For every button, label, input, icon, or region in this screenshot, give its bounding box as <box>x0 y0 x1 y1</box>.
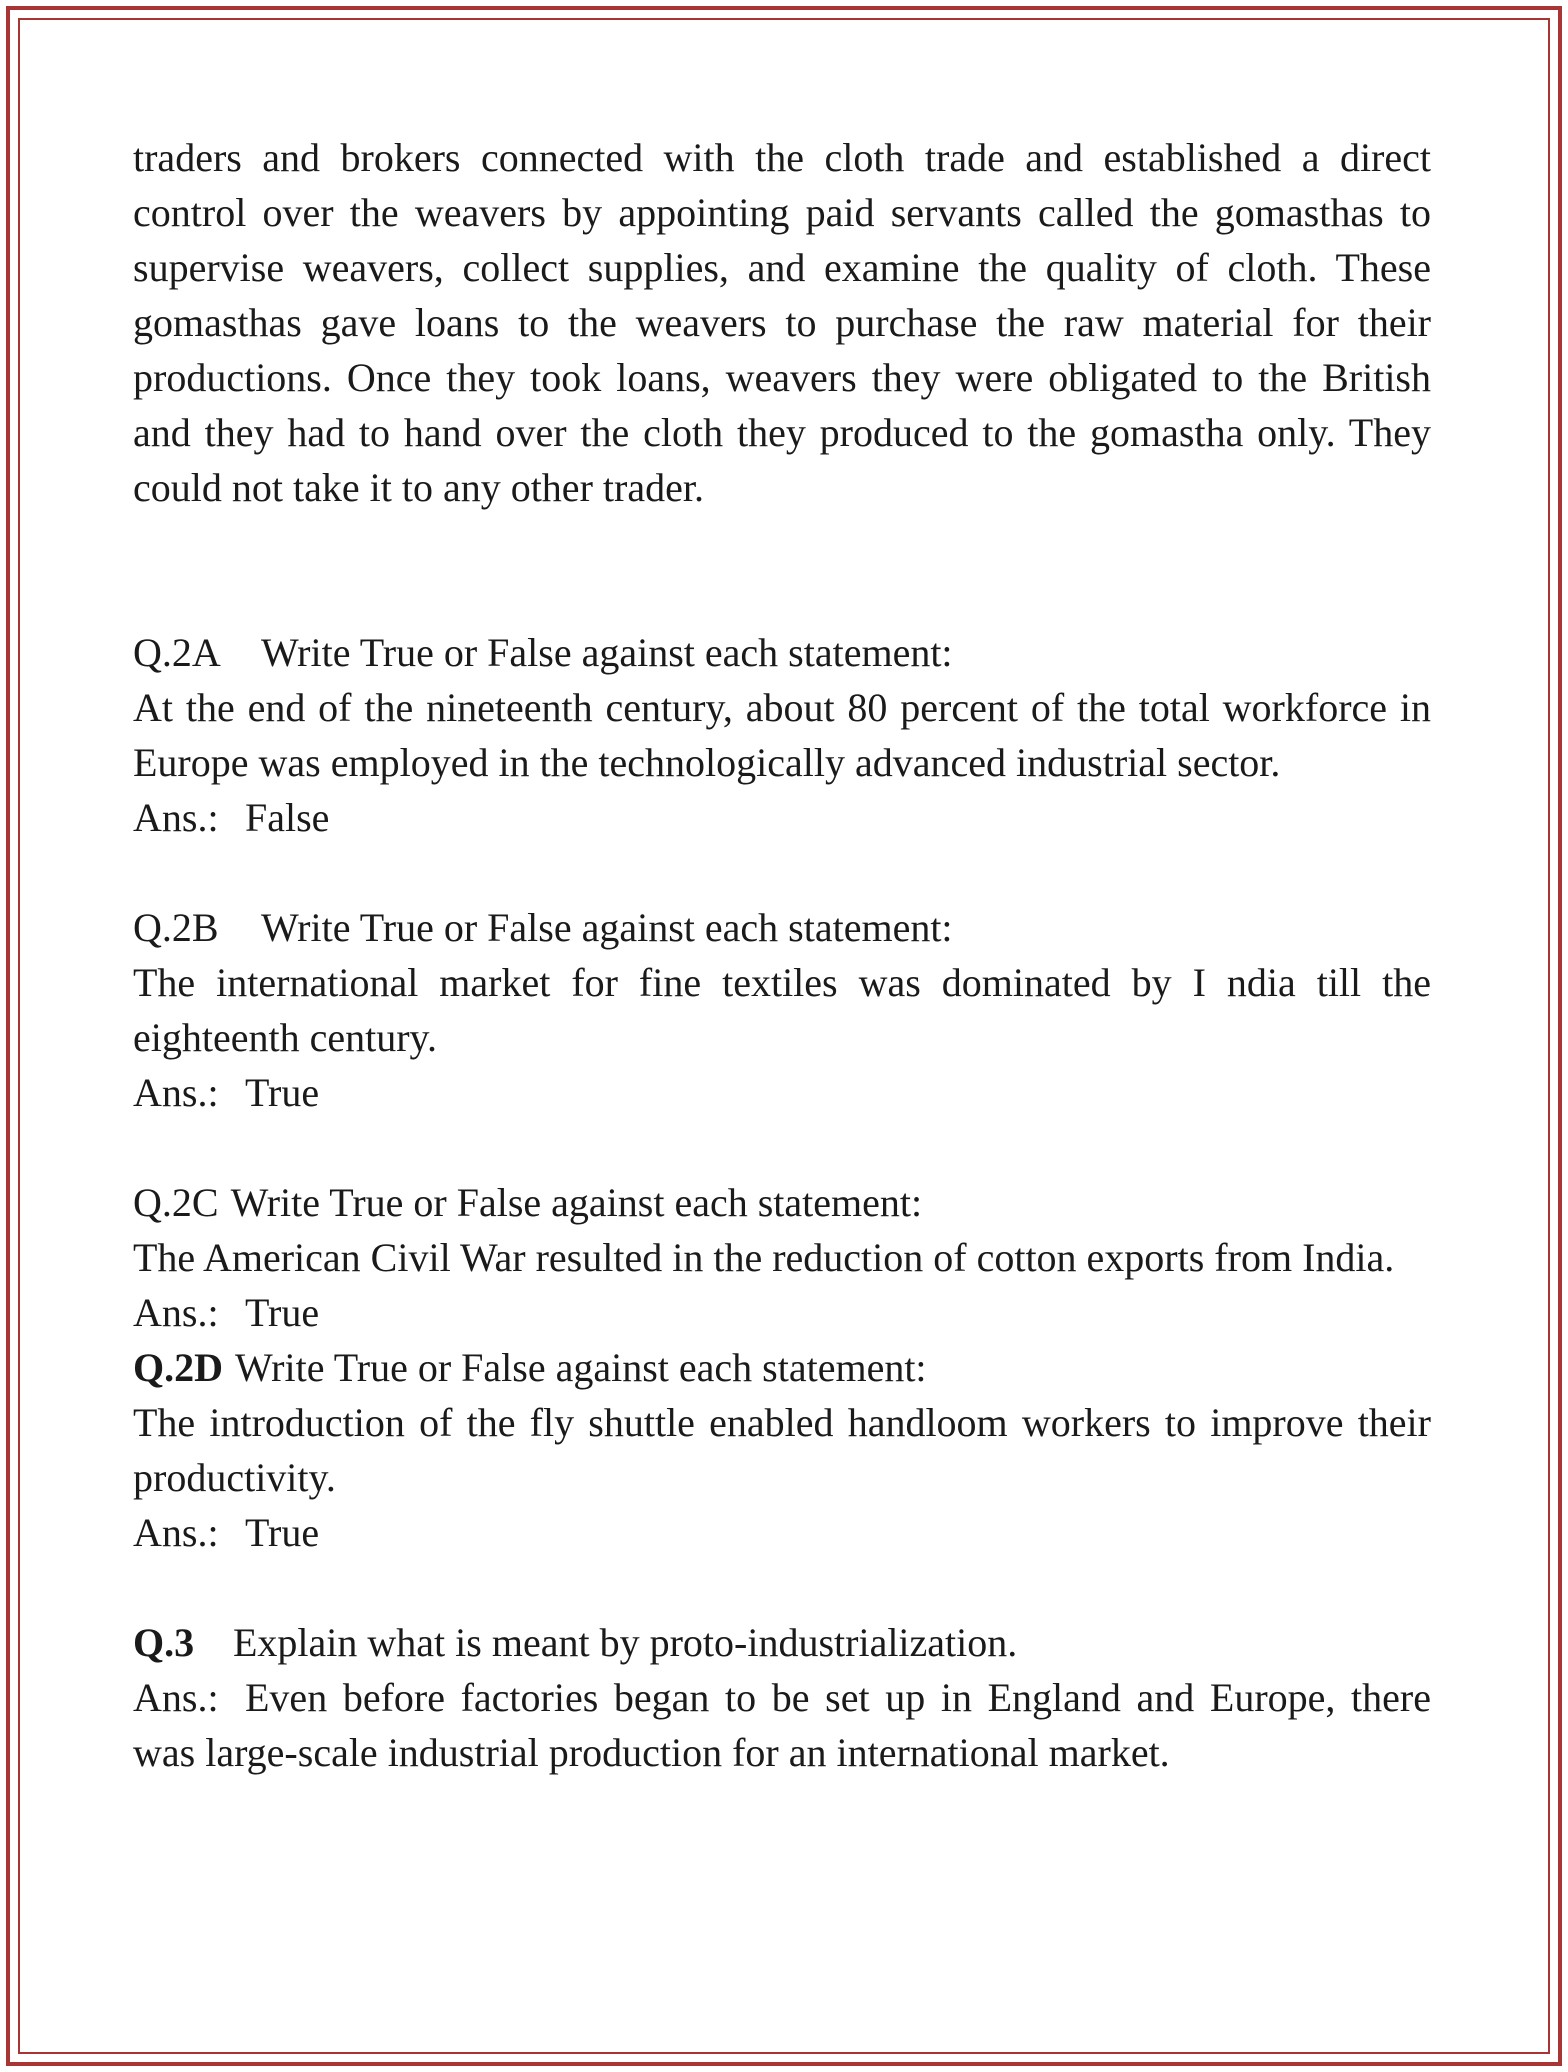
question-heading <box>133 900 1431 955</box>
question-number: Q.2C <box>133 1180 219 1225</box>
question-heading <box>133 1615 1431 1670</box>
answer-label: Ans.: <box>133 1070 219 1115</box>
question-prompt: Write True or False against each statement: <box>230 1180 923 1225</box>
answer-paragraph <box>133 1670 1431 1780</box>
question-number: Q.3 <box>133 1620 195 1665</box>
answer-value: True <box>245 1070 320 1115</box>
answer-label: Ans.: <box>133 1510 219 1555</box>
question-2b <box>133 900 1431 1120</box>
answer-value: Even before factories began to be set up in England and Europe, there was large-scale industrial production for an international market. <box>133 1675 1431 1775</box>
question-prompt: Write True or False against each statement: <box>235 1345 927 1390</box>
question-number: Q.2A <box>133 630 221 675</box>
answer-value: True <box>245 1510 320 1555</box>
answer-value: False <box>245 795 330 840</box>
answer-label: Ans.: <box>133 795 219 840</box>
question-prompt: Explain what is meant by proto-industrialization. <box>233 1620 1018 1665</box>
question-3 <box>133 1615 1431 1780</box>
question-statement: The introduction of the fly shuttle enabled handloom workers to improve their productivity. <box>133 1400 1431 1500</box>
answer-line <box>133 790 1431 845</box>
question-statement: The American Civil War resulted in the reduction of cotton exports from India. <box>133 1235 1395 1280</box>
question-heading <box>133 1175 1431 1230</box>
answer-label: Ans.: <box>133 1290 219 1335</box>
question-number: Q.2B <box>133 905 219 950</box>
question-statement: At the end of the nineteenth century, about 80 percent of the total workforce in Europe was employed in the technologically advanced industrial sector. <box>133 685 1431 785</box>
answer-line <box>133 1505 1431 1560</box>
question-2a <box>133 625 1431 845</box>
question-heading <box>133 625 1431 680</box>
intro-paragraph: traders and brokers connected with the cloth trade and established a direct control over the weavers by appointing paid servants called the gomasthas to supervise weavers, collect supplies, and examine the quality of cloth. These gomasthas gave loans to the weavers to purchase the raw material for their productions. Once they took loans, weavers they were obligated to the British and they had to hand over the cloth they produced to the gomastha only. They could not take it to any other trader. <box>133 135 1431 510</box>
question-heading <box>133 1340 1431 1395</box>
document-body <box>133 130 1431 1780</box>
answer-line <box>133 1065 1431 1120</box>
question-2d <box>133 1340 1431 1560</box>
question-2c <box>133 1175 1431 1340</box>
question-number: Q.2D <box>133 1345 223 1390</box>
question-prompt: Write True or False against each statement: <box>261 905 953 950</box>
question-statement: The international market for fine textiles was dominated by I ndia till the eighteenth century. <box>133 960 1431 1060</box>
answer-line <box>133 1285 1431 1340</box>
answer-label: Ans.: <box>133 1675 219 1720</box>
answer-value: True <box>245 1290 320 1335</box>
question-prompt: Write True or False against each statement: <box>261 630 953 675</box>
